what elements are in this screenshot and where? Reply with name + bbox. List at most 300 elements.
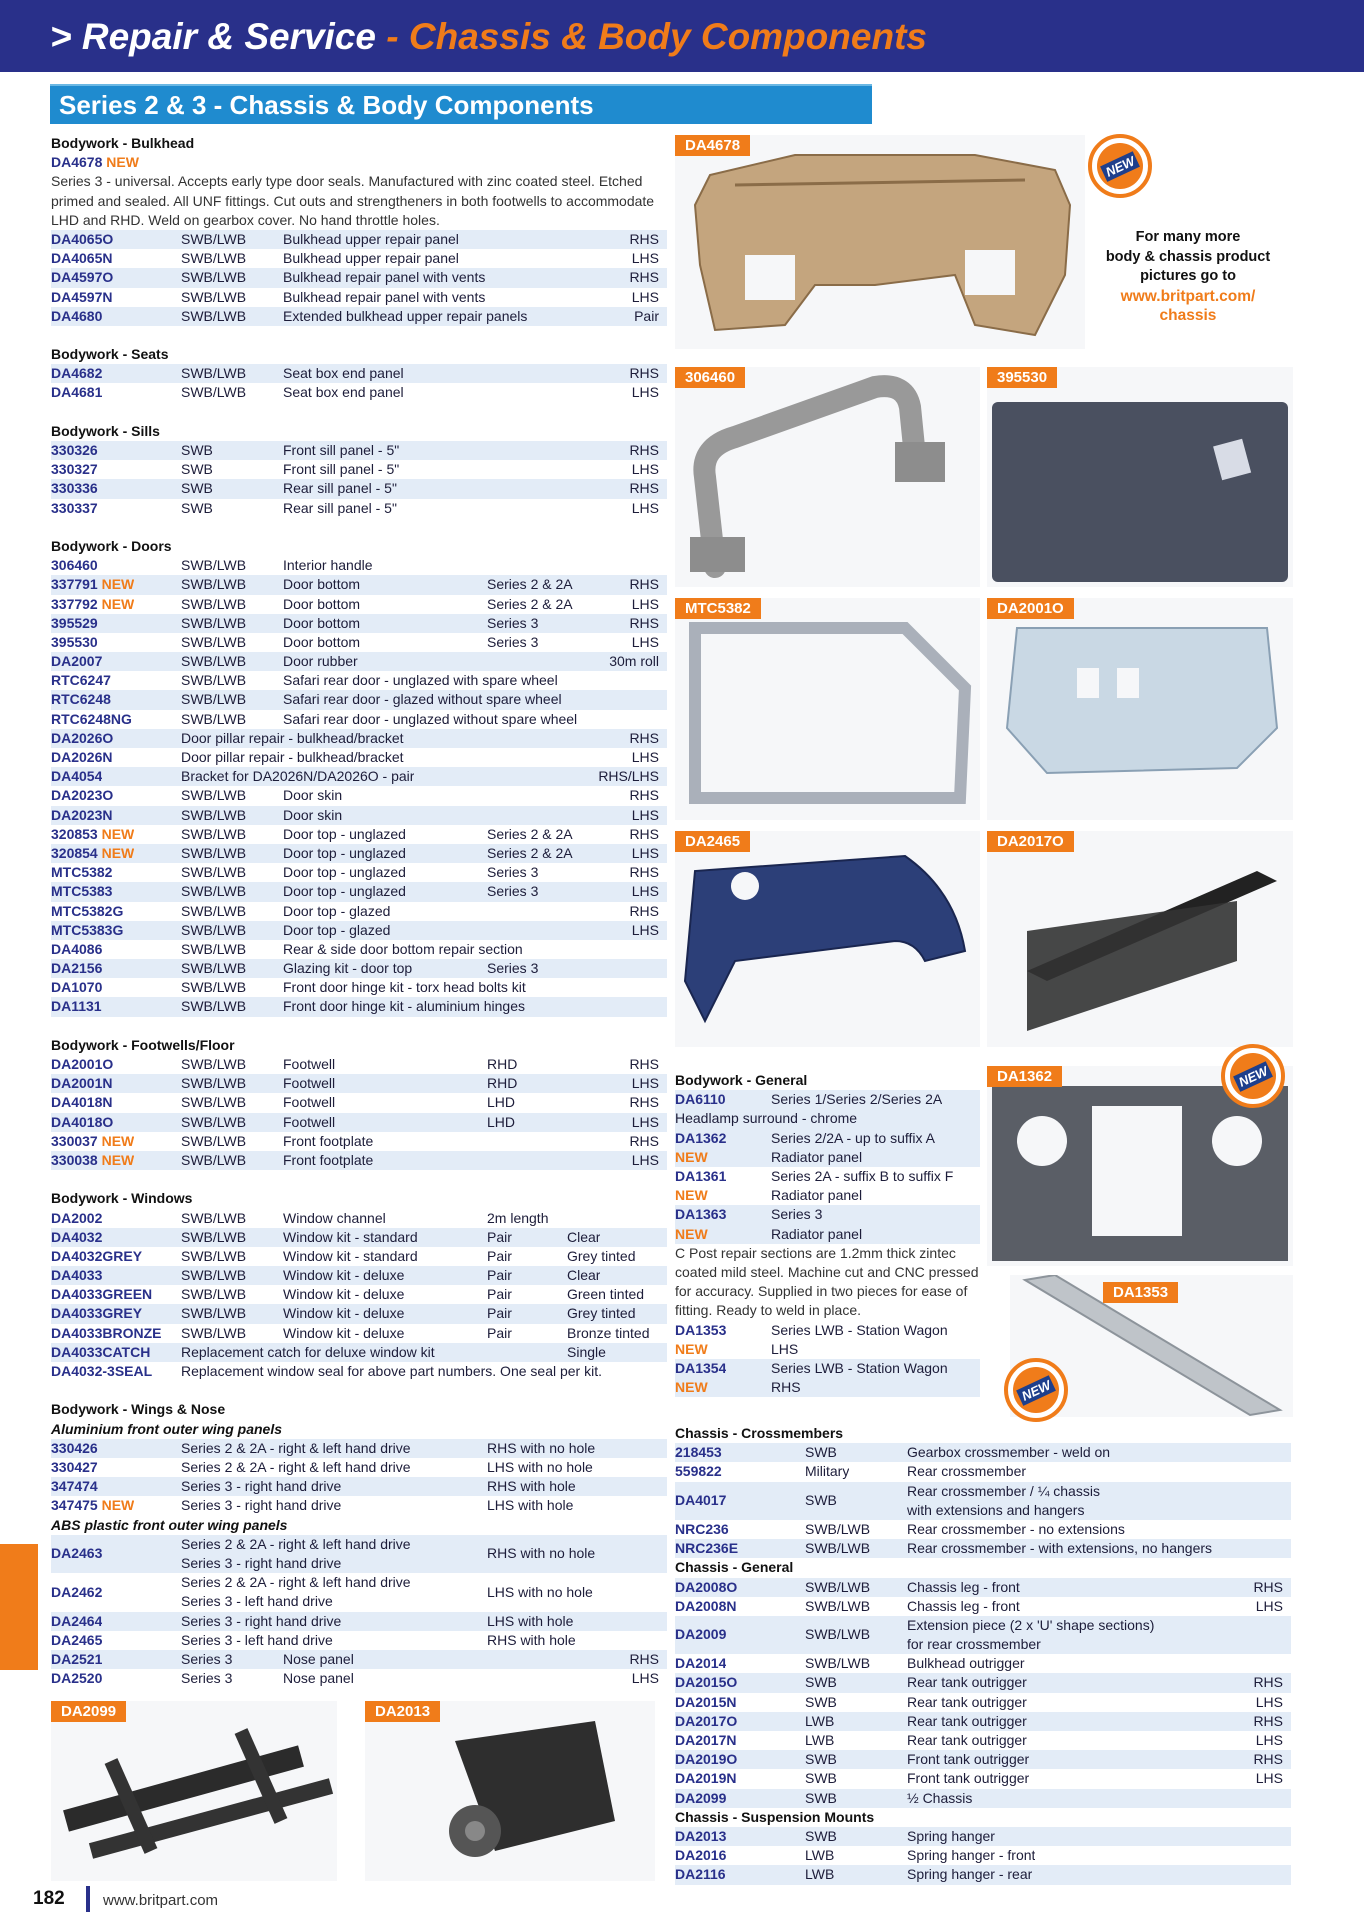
description: Nose panel <box>283 1670 354 1687</box>
label-da2013: DA2013 <box>365 1701 440 1722</box>
description: Rear & side door bottom repair section <box>283 940 523 957</box>
table-row[interactable] <box>51 595 667 614</box>
description: Bulkhead upper repair panel <box>283 230 459 247</box>
fitment: SWB/LWB <box>181 1056 247 1073</box>
table-row[interactable] <box>51 268 667 287</box>
table-row[interactable] <box>675 1712 1291 1731</box>
spacer <box>51 1170 667 1189</box>
part-number: DA2017O <box>675 1712 738 1729</box>
table-row[interactable] <box>675 1520 1291 1539</box>
part-number: RTC6247 <box>51 672 111 689</box>
series: Pair <box>487 1324 512 1341</box>
table-row[interactable] <box>675 1186 980 1205</box>
britpart-chassis-link[interactable]: www.britpart.com/ <box>1120 287 1256 305</box>
series: Series 2 & 2A <box>487 576 573 593</box>
fitment: SWB <box>805 1674 837 1691</box>
fitment: SWB/LWB <box>181 1305 247 1322</box>
table-row[interactable] <box>51 1439 667 1458</box>
table-row[interactable] <box>675 1321 980 1340</box>
table-row[interactable] <box>51 978 667 997</box>
side: LHS <box>631 1113 659 1130</box>
fitment: SWB <box>805 1789 837 1806</box>
side: RHS <box>629 902 659 919</box>
table-row[interactable] <box>675 1340 980 1359</box>
side: RHS <box>629 1056 659 1073</box>
part-number: DA2014 <box>675 1655 727 1672</box>
chassis-parts-table <box>675 1424 1291 1885</box>
new-tag: NEW <box>101 576 135 593</box>
fitment: SWB/LWB <box>181 1247 247 1264</box>
spacer <box>51 1017 667 1036</box>
table-row[interactable] <box>675 1846 1291 1865</box>
new-tag: NEW <box>101 1132 135 1149</box>
table-row[interactable] <box>675 1578 1291 1597</box>
interior-handle-image <box>675 367 980 587</box>
part-number: DA2016 <box>675 1847 727 1864</box>
description: Chassis leg - front <box>907 1597 1020 1614</box>
part-number: 330427 <box>51 1458 98 1475</box>
part-number: DA4681 <box>51 384 103 401</box>
fitment: Series 2A - suffix B to suffix F <box>771 1167 954 1184</box>
table-row[interactable] <box>675 1769 1291 1788</box>
footer-divider <box>86 1886 90 1912</box>
series: RHD <box>487 1075 518 1092</box>
side: RHS <box>1253 1674 1283 1691</box>
table-row[interactable] <box>51 748 667 767</box>
part-number: DA1362 <box>675 1129 727 1146</box>
fitment: SWB/LWB <box>181 269 247 286</box>
fitment: SWB/LWB <box>805 1597 871 1614</box>
part-number: DA1363 <box>675 1206 727 1223</box>
fitment: SWB/LWB <box>181 787 247 804</box>
description-wide: Series 2 & 2A - right & left hand drive <box>181 1439 411 1456</box>
table-row[interactable] <box>51 1228 667 1247</box>
table-row[interactable] <box>675 1865 1291 1884</box>
table-row[interactable] <box>675 1443 1291 1462</box>
table-row[interactable] <box>51 806 667 825</box>
description: Rear tank outrigger <box>907 1732 1027 1749</box>
description: Front footplate <box>283 1132 374 1149</box>
table-row[interactable] <box>51 1324 667 1343</box>
part-number: DA4033CATCH <box>51 1343 151 1360</box>
description: Bulkhead outrigger <box>907 1655 1025 1672</box>
side: LHS <box>631 883 659 900</box>
description: Safari rear door - unglazed with spare wheel <box>283 672 558 689</box>
table-row[interactable] <box>675 1673 1291 1692</box>
table-row[interactable] <box>51 671 667 690</box>
fitment: Radiator panel <box>771 1187 863 1204</box>
fitment: LHS <box>771 1340 799 1357</box>
series: LHD <box>487 1094 516 1111</box>
side: LHS <box>631 595 659 612</box>
group-heading: Bodywork - General <box>675 1072 808 1088</box>
part-number: NEW <box>675 1379 708 1396</box>
fitment: SWB/LWB <box>805 1578 871 1595</box>
table-row[interactable] <box>51 652 667 671</box>
table-row[interactable] <box>51 556 667 575</box>
side: LHS <box>631 461 659 478</box>
general-parts-table <box>675 1071 980 1397</box>
series: LHS with no hole <box>487 1583 593 1600</box>
part-number: DA4065O <box>51 230 114 247</box>
description: Glazing kit - door top <box>283 960 413 977</box>
table-row[interactable] <box>51 1669 667 1688</box>
group-heading: Bodywork - Bulkhead <box>51 135 195 151</box>
table-row[interactable] <box>675 1654 1291 1673</box>
part-number: DA2013 <box>675 1827 727 1844</box>
fitment: SWB/LWB <box>181 576 247 593</box>
table-row[interactable] <box>51 633 667 652</box>
header-banner <box>0 0 1364 72</box>
table-row[interactable] <box>51 479 667 498</box>
part-number: DA2116 <box>675 1866 726 1883</box>
table-row[interactable] <box>51 863 667 882</box>
table-row[interactable] <box>675 1827 1291 1846</box>
table-row[interactable] <box>675 1789 1291 1808</box>
new-tag: NEW <box>101 844 135 861</box>
fitment: SWB/LWB <box>181 365 247 382</box>
part-number: DA2023O <box>51 787 114 804</box>
fitment: Series 3 <box>181 1650 233 1667</box>
description: Door top - glazed <box>283 902 391 919</box>
part-number: DA4680 <box>51 307 103 324</box>
fitment: SWB/LWB <box>181 710 247 727</box>
outrigger-image <box>987 831 1293 1047</box>
part-number: DA2001O <box>51 1056 114 1073</box>
fitment: SWB/LWB <box>805 1540 871 1557</box>
part-number: DA1131 <box>51 998 102 1015</box>
britpart-chassis-link-2[interactable]: chassis <box>1159 307 1217 324</box>
description: Rear sill panel - 5" <box>283 480 397 497</box>
description: Footwell <box>283 1113 336 1130</box>
side: LHS <box>631 499 659 516</box>
fitment: Military <box>805 1463 850 1480</box>
series: Pair <box>487 1228 512 1245</box>
new-tag: NEW <box>101 595 135 612</box>
side: LHS <box>631 384 659 401</box>
table-row[interactable] <box>51 1343 667 1362</box>
description: Door bottom <box>283 595 361 612</box>
part-number: DA4682 <box>51 365 103 382</box>
part-number: DA2008N <box>675 1597 737 1614</box>
table-row[interactable] <box>51 1132 667 1151</box>
table-row[interactable] <box>51 441 667 460</box>
table-row <box>51 153 667 172</box>
description: Door bottom <box>283 614 361 631</box>
description: Gearbox crossmember - weld on <box>907 1444 1111 1461</box>
table-row[interactable] <box>51 383 667 402</box>
table-row[interactable] <box>51 1266 667 1285</box>
left-parts-table <box>51 134 667 1688</box>
series: Pair <box>487 1286 512 1303</box>
fitment: SWB <box>805 1770 837 1787</box>
series: Series 3 <box>487 960 539 977</box>
finish: Grey tinted <box>567 1247 636 1264</box>
fitment: SWB/LWB <box>181 940 247 957</box>
table-row[interactable] <box>51 364 667 383</box>
table-row[interactable] <box>51 825 667 844</box>
finish: Grey tinted <box>567 1305 636 1322</box>
spacer <box>51 326 667 345</box>
table-row[interactable] <box>51 1151 667 1170</box>
side: RHS <box>629 1132 659 1149</box>
series: Pair <box>487 1267 512 1284</box>
table-row[interactable] <box>51 767 667 786</box>
fitment: LWB <box>805 1732 835 1749</box>
side: LHS <box>631 806 659 823</box>
table-row[interactable] <box>51 1535 667 1573</box>
table-row[interactable] <box>51 575 667 594</box>
table-row[interactable] <box>51 1477 667 1496</box>
side: RHS <box>629 1094 659 1111</box>
part-number: NEW <box>675 1148 708 1165</box>
part-number: 306460 <box>51 557 98 574</box>
description-2: for rear crossmember <box>907 1636 1041 1653</box>
part-number: 330336 <box>51 480 98 497</box>
table-row[interactable] <box>51 959 667 978</box>
table-row[interactable] <box>51 1362 667 1381</box>
description: Front tank outrigger <box>907 1751 1030 1768</box>
part-number: 337791 NEW <box>51 576 135 593</box>
footer-url[interactable]: www.britpart.com <box>103 1892 219 1909</box>
part-number: 347474 <box>51 1478 98 1495</box>
series: LHD <box>487 1113 516 1130</box>
part-number: DA2462 <box>51 1583 103 1600</box>
table-row[interactable] <box>675 1750 1291 1769</box>
wing-panel-image <box>675 831 980 1047</box>
table-row[interactable] <box>51 230 667 249</box>
new-tag: NEW <box>101 825 135 842</box>
part-number: 559822 <box>675 1463 722 1480</box>
table-row[interactable] <box>675 1148 980 1167</box>
series: Pair <box>487 1305 512 1322</box>
fitment: SWB/LWB <box>181 1151 247 1168</box>
table-row[interactable] <box>51 882 667 901</box>
fitment: SWB/LWB <box>181 1075 247 1092</box>
part-number: DA4032GREY <box>51 1247 143 1264</box>
fitment: SWB <box>181 442 213 459</box>
part-number: DA2465 <box>51 1631 103 1648</box>
subgroup-heading: Aluminium front outer wing panels <box>51 1420 282 1437</box>
table-row[interactable] <box>51 1496 667 1515</box>
table-row[interactable] <box>675 1539 1291 1558</box>
fitment: SWB/LWB <box>181 557 247 574</box>
table-row[interactable] <box>51 1612 667 1631</box>
table-row[interactable] <box>51 1074 667 1093</box>
group-heading: Chassis - Crossmembers <box>675 1425 844 1441</box>
side: RHS <box>629 442 659 459</box>
part-number: DA2017N <box>675 1732 737 1749</box>
description-wide-2: Series 3 - left hand drive <box>181 1593 333 1610</box>
group-heading: Bodywork - Wings & Nose <box>51 1401 226 1418</box>
series: Series 3 <box>487 864 539 881</box>
side: Pair <box>634 307 659 324</box>
description: Rear crossmember <box>907 1463 1027 1480</box>
series: Series 2 & 2A <box>487 595 573 612</box>
description: Door top - glazed <box>283 921 391 938</box>
new-tag: NEW <box>101 1497 135 1514</box>
table-row[interactable] <box>675 1616 1291 1654</box>
table-row <box>675 1109 980 1128</box>
description: Door skin <box>283 806 343 823</box>
table-row[interactable] <box>51 729 667 748</box>
fitment: SWB/LWB <box>181 250 247 267</box>
fitment: LWB <box>805 1866 835 1883</box>
description: Window channel <box>283 1209 386 1226</box>
table-row[interactable] <box>51 940 667 959</box>
description: C Post repair sections are 1.2mm thick zintec coated mild steel. Machine cut and CNC pressed for accuracy. Supplied in two pieces for ease of fitting. Ready to weld in place. <box>675 1244 979 1319</box>
description: Bulkhead repair panel with vents <box>283 288 486 305</box>
table-row[interactable] <box>51 997 667 1016</box>
group-heading: Bodywork - Windows <box>51 1190 193 1207</box>
table-row[interactable] <box>675 1167 980 1186</box>
table-row[interactable] <box>675 1731 1291 1750</box>
table-row[interactable] <box>675 1205 980 1224</box>
side: RHS <box>629 825 659 842</box>
part-number: DA2026O <box>51 729 114 746</box>
fitment: Series 2/2A - up to suffix A <box>771 1129 935 1146</box>
description: Window kit - deluxe <box>283 1286 405 1303</box>
part-number: DA1070 <box>51 979 103 996</box>
part-number: RTC6248NG <box>51 710 132 727</box>
table-row[interactable] <box>51 1285 667 1304</box>
half-chassis-image <box>51 1701 337 1881</box>
bulkhead-image <box>675 135 1085 349</box>
description-wide: Series 3 - right hand drive <box>181 1612 342 1629</box>
table-row[interactable] <box>51 1631 667 1650</box>
fitment: SWB <box>805 1751 837 1768</box>
description: Rear crossmember - with extensions, no hangers <box>907 1540 1213 1557</box>
description-wide: Series 2 & 2A - right & left hand drive <box>181 1458 411 1475</box>
table-row[interactable] <box>675 1090 980 1109</box>
part-number: DA1354 <box>675 1359 727 1376</box>
side: LHS <box>1255 1597 1283 1614</box>
spring-hanger-image <box>365 1701 655 1881</box>
description: Series 3 - universal. Accepts early type door seals. Manufactured with zinc coated steel. Etched primed and sealed. All UNF fittings. Cut outs and strengtheners in both footwells to accommodate LHD and RHD. Weld on gearbox cover. No hand throttle holes. <box>51 173 655 228</box>
description: Front footplate <box>283 1151 374 1168</box>
group-heading: Bodywork - Sills <box>51 422 160 439</box>
description: Rear crossmember / ¼ chassis <box>907 1482 1100 1499</box>
description-wide: Series 3 - right hand drive <box>181 1478 342 1495</box>
fitment: Radiator panel <box>771 1225 863 1242</box>
table-row[interactable] <box>675 1225 980 1244</box>
label-da2017o: DA2017O <box>987 831 1074 852</box>
description-wide: Replacement window seal for above part numbers. One seal per kit. <box>181 1363 602 1380</box>
table-row[interactable] <box>51 499 667 518</box>
table-row[interactable] <box>675 1129 980 1148</box>
table-row[interactable] <box>675 1597 1291 1616</box>
table-row[interactable] <box>51 1209 667 1228</box>
description: Spring hanger <box>907 1827 995 1844</box>
description: Rear tank outrigger <box>907 1712 1027 1729</box>
table-row[interactable] <box>675 1482 1291 1520</box>
part-number: DA2026N <box>51 749 113 766</box>
new-tag: NEW <box>101 1151 135 1168</box>
table-row[interactable] <box>675 1359 980 1378</box>
side: LHS <box>631 749 659 766</box>
table-row[interactable] <box>51 1055 667 1074</box>
part-number: DA2009 <box>675 1626 727 1643</box>
fitment: SWB/LWB <box>181 1228 247 1245</box>
table-row[interactable] <box>675 1693 1291 1712</box>
label-da1362: DA1362 <box>987 1066 1062 1087</box>
table-row[interactable] <box>51 1304 667 1323</box>
group-heading: Bodywork - Footwells/Floor <box>51 1036 235 1053</box>
table-row[interactable] <box>51 460 667 479</box>
label-da4678: DA4678 <box>675 135 750 156</box>
part-number: DA4678 NEW <box>51 154 139 171</box>
fitment: Series LWB - Station Wagon <box>771 1321 948 1338</box>
description: Window kit - deluxe <box>283 1324 405 1341</box>
part-number: 320853 NEW <box>51 825 135 842</box>
description: Door top - unglazed <box>283 825 406 842</box>
series: LHS with hole <box>487 1497 574 1514</box>
door-top-image <box>675 598 980 820</box>
part-number: DA4033BRONZE <box>51 1324 162 1341</box>
part-number: DA4033 <box>51 1267 103 1284</box>
part-number: 330038 NEW <box>51 1151 135 1168</box>
side: RHS <box>629 864 659 881</box>
table-row[interactable] <box>51 288 667 307</box>
side: LHS <box>631 1670 659 1687</box>
description-wide: Series 2 & 2A - right & left hand drive <box>181 1535 411 1552</box>
part-number: 395530 <box>51 633 98 650</box>
fitment: SWB/LWB <box>181 825 247 842</box>
table-row[interactable] <box>51 902 667 921</box>
part-number: DA4032 <box>51 1228 103 1245</box>
table-row[interactable] <box>51 1573 667 1611</box>
section-title-bar <box>50 84 872 124</box>
table-row[interactable] <box>51 1113 667 1132</box>
part-number: 320854 NEW <box>51 844 135 861</box>
description-wide: Series 3 - left hand drive <box>181 1631 333 1648</box>
section-title: Series 2 & 3 - Chassis & Body Components <box>59 90 594 120</box>
table-row[interactable] <box>51 1093 667 1112</box>
table-row[interactable] <box>51 690 667 709</box>
table-row[interactable] <box>675 1462 1291 1481</box>
side: RHS <box>629 729 659 746</box>
part-number: DA2464 <box>51 1612 103 1629</box>
table-row[interactable] <box>51 1247 667 1266</box>
part-number: DA4017 <box>675 1492 727 1509</box>
fitment: SWB/LWB <box>181 844 247 861</box>
description: Front sill panel - 5" <box>283 442 400 459</box>
table-row[interactable] <box>51 307 667 326</box>
part-number: DA4033GREEN <box>51 1286 153 1303</box>
table-row[interactable] <box>51 710 667 729</box>
description: Door top - unglazed <box>283 864 406 881</box>
description: Window kit - standard <box>283 1247 418 1264</box>
part-number: MTC5383G <box>51 921 124 938</box>
table-row[interactable] <box>51 786 667 805</box>
description-2: with extensions and hangers <box>907 1501 1085 1518</box>
table-row[interactable] <box>675 1378 980 1397</box>
description-wide-2: Series 3 - right hand drive <box>181 1554 342 1571</box>
table-row[interactable] <box>51 1458 667 1477</box>
series: Series 2 & 2A <box>487 825 573 842</box>
table-row[interactable] <box>51 614 667 633</box>
table-row[interactable] <box>51 1650 667 1669</box>
table-row[interactable] <box>51 921 667 940</box>
side: RHS <box>629 787 659 804</box>
table-row[interactable] <box>51 249 667 268</box>
description: Front tank outrigger <box>907 1770 1030 1787</box>
table-row[interactable] <box>51 844 667 863</box>
part-number: 330426 <box>51 1439 98 1456</box>
fitment: SWB/LWB <box>181 672 247 689</box>
part-number: MTC5382G <box>51 902 124 919</box>
description: Seat box end panel <box>283 384 404 401</box>
